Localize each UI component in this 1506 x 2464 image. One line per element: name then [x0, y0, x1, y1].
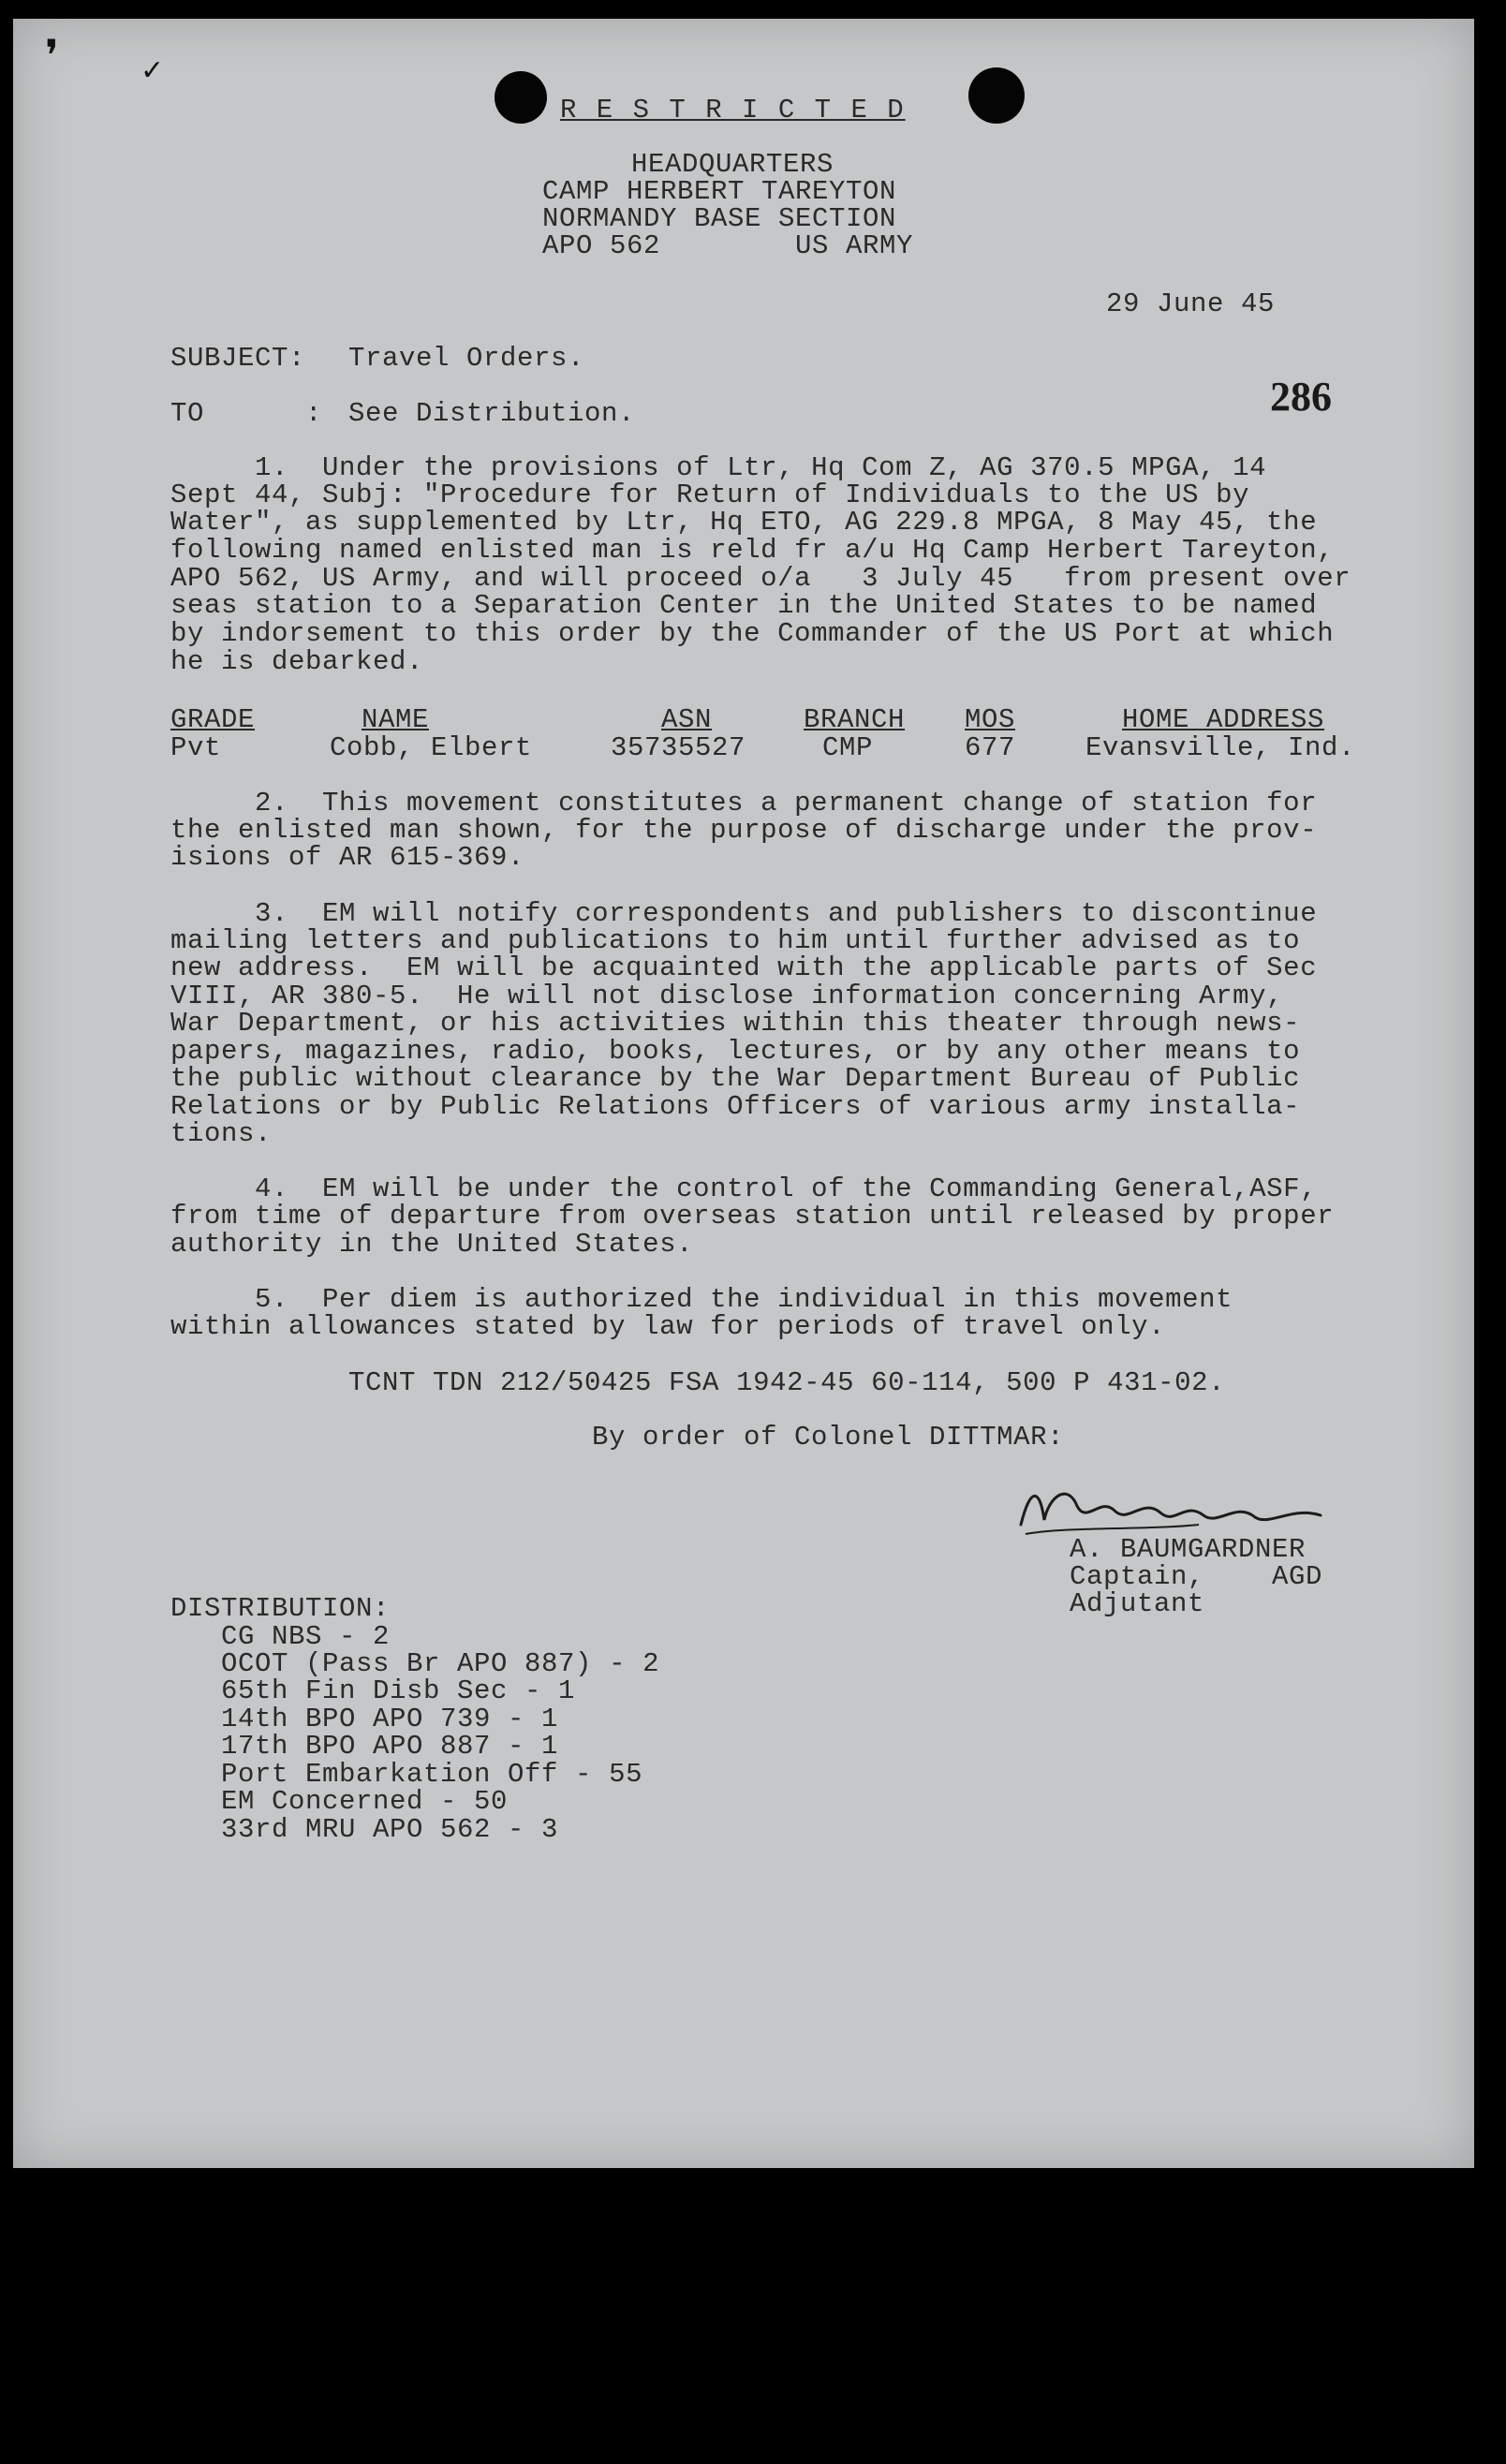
text-line: he is debarked.	[170, 646, 424, 677]
text-line: 2. This movement constitutes a permanent change of station for	[170, 788, 1318, 819]
list-item: 14th BPO APO 739 - 1	[221, 1704, 559, 1734]
text-line: within allowances stated by law for periods of travel only.	[170, 1311, 1166, 1342]
text-line: from time of departure from overseas station until released by proper	[170, 1201, 1335, 1232]
column-header-name: NAME	[362, 704, 430, 735]
text-line: the enlisted man shown, for the purpose of discharge under the prov-	[170, 815, 1318, 846]
text-line: Sept 44, Subj: "Procedure for Return of Individuals to the US by	[170, 480, 1250, 510]
to-value: See Distribution.	[348, 398, 636, 429]
signer-rank: Captain, AGD	[1070, 1561, 1323, 1592]
unit-line: APO 562 US ARMY	[542, 230, 914, 261]
text-line: 1. Under the provisions of Ltr, Hq Com Z, AG 370.5 MPGA, 14	[170, 452, 1267, 483]
text-line: 3. EM will notify correspondents and publishers to discontinue	[170, 898, 1318, 929]
text-line: seas station to a Separation Center in the United States to be named	[170, 590, 1318, 621]
column-header-branch: BRANCH	[804, 704, 906, 735]
unit-line: NORMANDY BASE SECTION	[542, 203, 897, 234]
scan-border	[0, 2168, 1506, 2464]
text-line: mailing letters and publications to him until further advised as to	[170, 925, 1301, 956]
order-number: 286	[1270, 374, 1332, 420]
list-item: EM Concerned - 50	[221, 1786, 509, 1817]
text-line: tions.	[170, 1118, 273, 1149]
text-line: Water", as supplemented by Ltr, Hq ETO, AG 229.8 MPGA, 8 May 45, the	[170, 507, 1318, 538]
cell-home-address: Evansville, Ind.	[1085, 732, 1356, 763]
by-order-line: By order of Colonel DITTMAR:	[592, 1422, 1065, 1453]
punch-hole-right	[968, 67, 1025, 124]
text-line: War Department, or his activities within this theater through news-	[170, 1008, 1301, 1039]
text-line: by indorsement to this order by the Commander of the US Port at which	[170, 618, 1335, 649]
column-header-grade: GRADE	[170, 704, 256, 735]
list-item: 65th Fin Disb Sec - 1	[221, 1675, 576, 1706]
text-line: APO 562, US Army, and will proceed o/a 3 July 45 from present over	[170, 563, 1351, 594]
signer-name: A. BAUMGARDNER	[1070, 1534, 1307, 1565]
cell-mos: 677	[965, 732, 1016, 763]
fund-citation: TCNT TDN 212/50425 FSA 1942-45 60-114, 500 P 431-02.	[348, 1367, 1226, 1398]
margin-mark: ✓	[140, 54, 165, 87]
column-header-home-address: HOME ADDRESS	[1122, 704, 1325, 735]
to-label: TO :	[170, 398, 323, 429]
corner-mark: ❜	[45, 30, 59, 81]
text-line: Relations or by Public Relations Officers of various army installa-	[170, 1091, 1301, 1122]
classification-banner: R E S T R I C T E D	[560, 95, 906, 125]
cell-branch: CMP	[822, 732, 874, 763]
unit-line: CAMP HERBERT TAREYTON	[542, 176, 897, 207]
document-date: 29 June 45	[1106, 288, 1276, 319]
text-line: authority in the United States.	[170, 1229, 694, 1260]
text-line: 5. Per diem is authorized the individual in this movement	[170, 1284, 1233, 1315]
column-header-mos: MOS	[965, 704, 1016, 735]
list-item: OCOT (Pass Br APO 887) - 2	[221, 1648, 660, 1679]
cell-asn: 35735527	[611, 732, 746, 763]
list-item: 17th BPO APO 887 - 1	[221, 1731, 559, 1762]
subject-value: Travel Orders.	[348, 343, 585, 374]
text-line: isions of AR 615-369.	[170, 842, 525, 873]
list-item: 33rd MRU APO 562 - 3	[221, 1814, 559, 1845]
distribution-label: DISTRIBUTION:	[170, 1593, 391, 1624]
unit-line: HEADQUARTERS	[631, 149, 834, 180]
text-line: VIII, AR 380-5. He will not disclose information concerning Army,	[170, 981, 1284, 1011]
cell-grade: Pvt	[170, 732, 222, 763]
cell-name: Cobb, Elbert	[330, 732, 533, 763]
subject-label: SUBJECT:	[170, 343, 306, 374]
punch-hole-left	[495, 71, 547, 124]
column-header-asn: ASN	[661, 704, 713, 735]
text-line: new address. EM will be acquainted with the applicable parts of Sec	[170, 952, 1318, 983]
text-line: following named enlisted man is reld fr a/u Hq Camp Herbert Tareyton,	[170, 535, 1335, 566]
text-line: the public without clearance by the War Department Bureau of Public	[170, 1063, 1301, 1094]
text-line: 4. EM will be under the control of the Commanding General,ASF,	[170, 1173, 1318, 1204]
signer-title: Adjutant	[1070, 1588, 1205, 1619]
list-item: CG NBS - 2	[221, 1621, 391, 1652]
text-line: papers, magazines, radio, books, lectures, or by any other means to	[170, 1036, 1301, 1067]
list-item: Port Embarkation Off - 55	[221, 1759, 643, 1790]
